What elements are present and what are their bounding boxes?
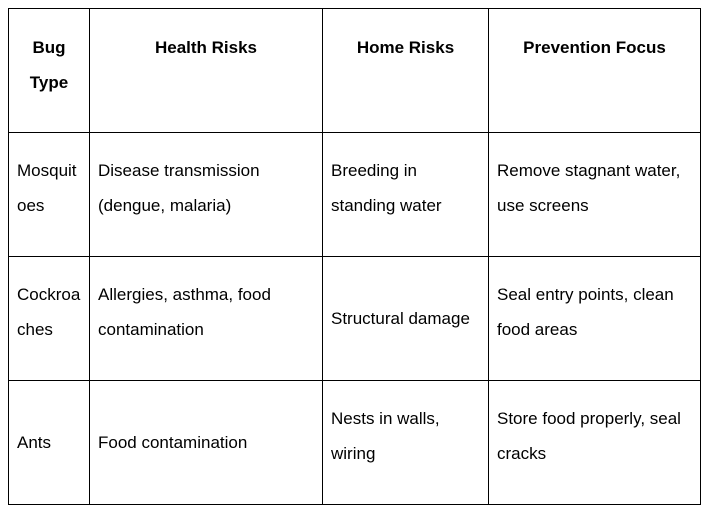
table-header-row: [9, 9, 701, 133]
cell-health-risks: Allergies, asthma, food contamination: [90, 257, 323, 381]
cell-health-risks: Food contamination: [90, 381, 323, 505]
cell-bug-type: Mosquitoes: [9, 133, 90, 257]
header-home-risks: Home Risks: [323, 9, 489, 133]
cell-home-risks: Nests in walls, wiring: [323, 381, 489, 505]
cell-bug-type: Cockroaches: [9, 257, 90, 381]
table-row: [9, 381, 701, 505]
header-health-risks: Health Risks: [90, 9, 323, 133]
cell-health-risks: Disease transmission (dengue, malaria): [90, 133, 323, 257]
header-bug-type: Bug Type: [9, 9, 90, 133]
header-prevention-focus: Prevention Focus: [489, 9, 701, 133]
table-row: [9, 133, 701, 257]
cell-prevention-focus: Seal entry points, clean food areas: [489, 257, 701, 381]
cell-prevention-focus: Remove stagnant water, use screens: [489, 133, 701, 257]
cell-bug-type: Ants: [9, 381, 90, 505]
table-row: [9, 257, 701, 381]
cell-home-risks: Structural damage: [323, 257, 489, 381]
cell-home-risks: Breeding in standing water: [323, 133, 489, 257]
cell-prevention-focus: Store food properly, seal cracks: [489, 381, 701, 505]
bug-risk-table: [8, 8, 701, 505]
